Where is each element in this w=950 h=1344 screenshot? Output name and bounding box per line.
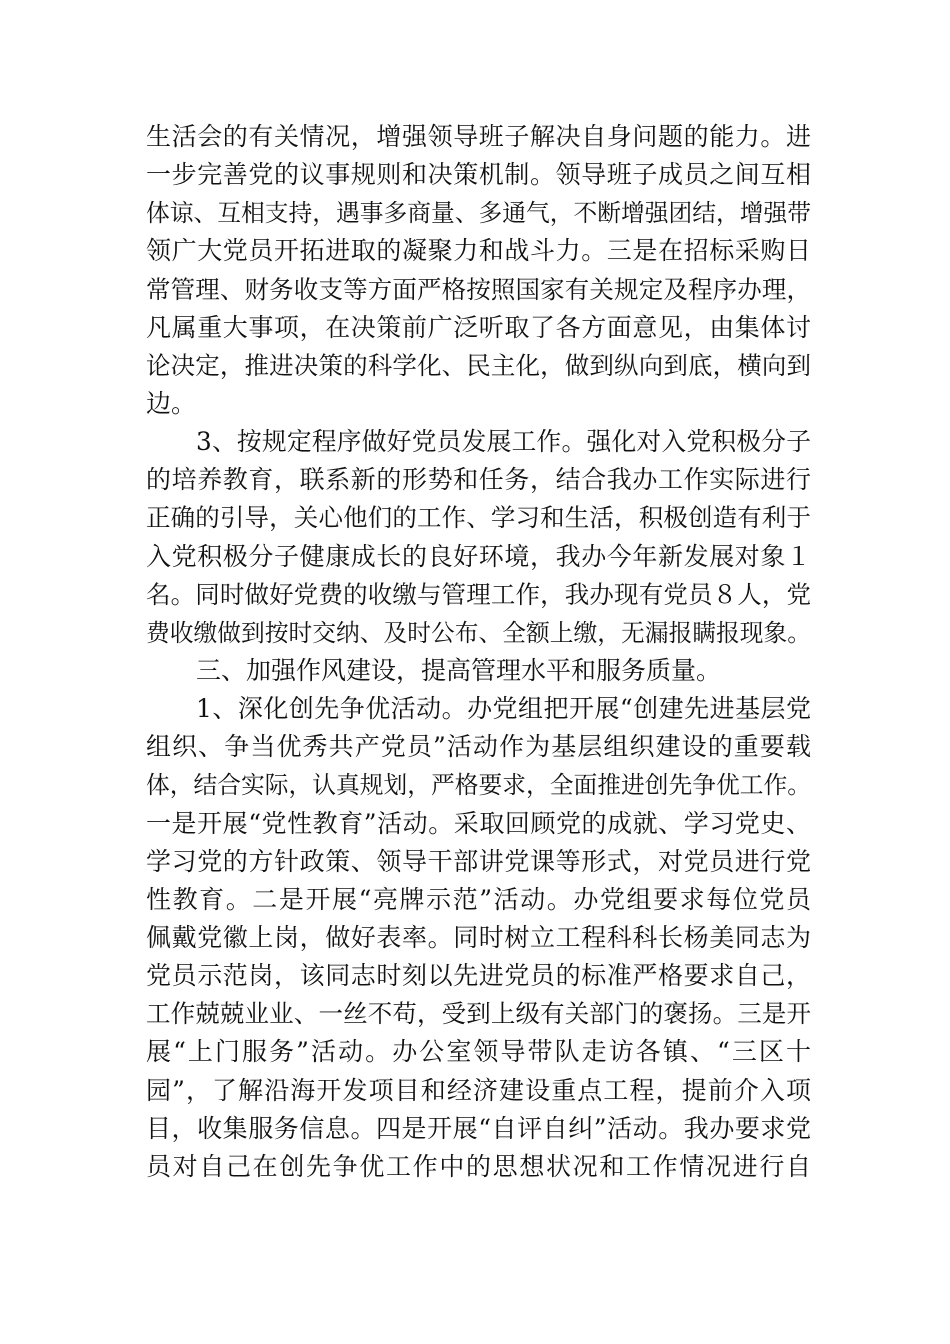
text-line: 一是开展“党性教育”活动。采取回顾党的成就、学习党史、 [146, 808, 811, 838]
text-line: 工作兢兢业业、一丝不苟，受到上级有关部门的褒扬。三是开 [146, 999, 811, 1029]
text-line: 3、按规定程序做好党员发展工作。强化对入党积极分子 [196, 427, 811, 457]
text-line: 体谅、互相支持，遇事多商量、多通气，不断增强团结，增强带 [146, 199, 812, 228]
text-line: 生活会的有关情况，增强领导班子解决自身问题的能力。进 [146, 122, 811, 151]
text-line: 论决定，推进决策的科学化、民主化，做到纵向到底，横向到 [146, 350, 811, 380]
text-line: 凡属重大事项，在决策前广泛听取了各方面意见，由集体讨 [146, 312, 811, 342]
body-text [146, 118, 811, 1186]
text-line: 名。同时做好党费的收缴与管理工作，我办现有党员８人，党 [146, 579, 811, 609]
text-line: 三、加强作风建设，提高管理水平和服务质量。 [196, 655, 722, 685]
text-line: 正确的引导，关心他们的工作、学习和生活，积极创造有利于 [146, 503, 811, 533]
text-line: 1、深化创先争优活动。办党组把开展“创建先进基层党 [196, 694, 811, 724]
text-line: 体，结合实际，认真规划，严格要求，全面推进创先争优工作。 [146, 771, 812, 800]
text-line: 员对自己在创先争优工作中的思想状况和工作情况进行自 [146, 1151, 811, 1181]
text-line: 一步完善党的议事规则和决策机制。领导班子成员之间互相 [146, 160, 811, 190]
text-line: 目，收集服务信息。四是开展“自评自纠”活动。我办要求党 [146, 1113, 811, 1143]
text-line: 学习党的方针政策、领导干部讲党课等形式，对党员进行党 [146, 846, 811, 876]
text-line: 常管理、财务收支等方面严格按照国家有关规定及程序办理， [146, 274, 811, 304]
text-line: 园”，了解沿海开发项目和经济建设重点工程，提前介入项 [146, 1075, 811, 1105]
text-line: 领广大党员开拓进取的凝聚力和战斗力。三是在招标采购日 [146, 236, 811, 266]
text-line: 佩戴党徽上岗，做好表率。同时树立工程科科长杨美同志为 [146, 922, 811, 952]
text-line: 组织、争当优秀共产党员”活动作为基层组织建设的重要载 [146, 732, 811, 762]
text-line: 入党积极分子健康成长的良好环境，我办今年新发展对象１ [146, 541, 811, 571]
text-line: 党员示范岗，该同志时刻以先进党员的标准严格要求自己， [146, 961, 811, 991]
text-line: 费收缴做到按时交纳、及时公布、全额上缴，无漏报瞒报现象。 [146, 618, 812, 647]
text-line: 展“上门服务”活动。办公室领导带队走访各镇、“三区十 [146, 1037, 811, 1067]
text-line: 性教育。二是开展“亮牌示范”活动。办党组要求每位党员 [146, 884, 811, 914]
text-line: 边。 [146, 388, 197, 418]
text-line: 的培养教育，联系新的形势和任务，结合我办工作实际进行 [146, 465, 811, 495]
